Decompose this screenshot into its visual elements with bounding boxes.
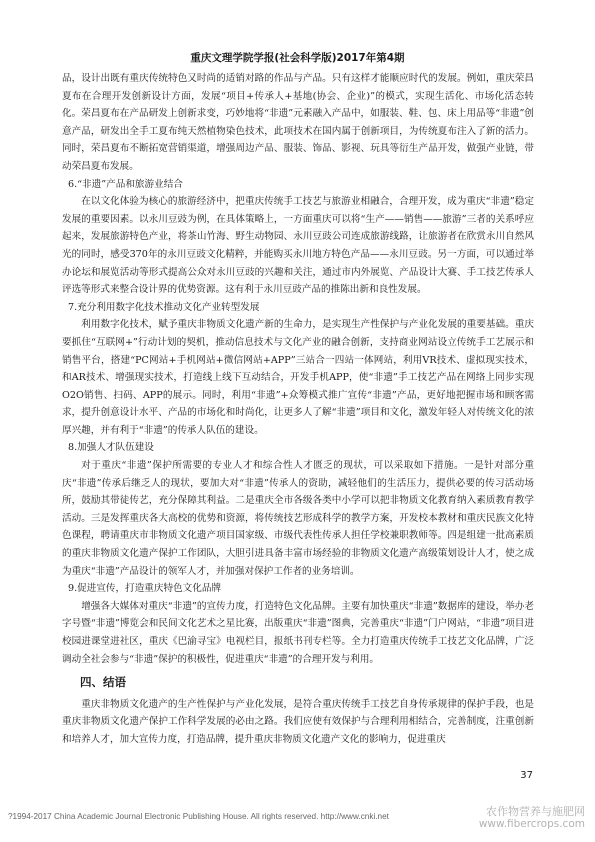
paragraph-7: 利用数字化技术，赋予重庆非物质文化遗产新的生命力，是实现生产性保护与产业化发展的重要基础。重庆要抓住“互联网+”行动计划的契机，推动信息技术与文化产业的融合创新，支持商业网站设立传统手工艺展示和销售平台，搭建“PC网站+手机网站+微信网站+APP”三站合一四站一体网站，利用VR技术、虚拟现实技术，和AR技术、增强现实技术，打造线上线下互动结合，开发手机APP，使“非遗”手工技艺产品在网络上同步实现O2O销售、扫码、APP的展示。同时，利用“非遗”+众筹模式推广宣传“非遗”产品，更好地把握市场和顾客需求，提升创意设计水平、产品的市场化和时尚化，让更多人了解“非遗”项目和文化，激发年轻人对传统文化的浓厚兴趣，并有利于“非遗”的传承人队伍的建设。 [62, 319, 534, 436]
subheading-7: 7.充分利用数字化技术推动文化产业转型发展 [68, 301, 260, 313]
paragraph-intro: 品，设计出既有重庆传统特色又时尚的适销对路的作品与产品。只有这样才能顺应时代的发展。例如，重庆荣昌夏布在合理开发创新设计方面，发展“项目+传承人+基地(协会、企业)”的模式，实现生活化、市场化活态转化。荣昌夏布在产品研发上创新求变，巧妙地将“非遗”元素融入产品中，如服装、鞋、包、床上用品等“非遗”创意产品，研发出全手工夏布纯天然植物染色技术，此项技术在国内属于创新项目，为传统夏布注入了新的活力。同时，荣昌夏布不断拓宽营销渠道，增强周边产品、服装、饰品、影视、玩具等衍生产品开发，做强产业链，带动荣昌夏布发展。 [62, 73, 534, 172]
paragraph-conclusion: 重庆非物质文化遗产的生产性保护与产业化发展，是符合重庆传统手工技艺自身传承规律的保护手段，也是重庆非物质文化遗产保护工作科学发展的必由之路。我们应使有效保护与合理利用相结合，完善制度，注重创新和培养人才，加大宣传力度，打造品牌，提升重庆非物质文化遗产文化的影响力，促进重庆 [62, 698, 534, 745]
subheading-6: 6.“非遗”产品和旅游业结合 [68, 178, 183, 190]
page-number: 37 [520, 770, 533, 781]
subheading-8: 8.加强人才队伍建设 [68, 442, 154, 454]
subheading-9: 9.促进宣传，打造重庆特色文化品牌 [68, 583, 222, 595]
paragraph-8: 对于重庆“非遗”保护所需要的专业人才和综合性人才匮乏的现状，可以采取如下措施。一是针对部分重庆“非遗”传承后继乏人的现状，要加大对“非遗”传承人的资助，减轻他们的生活压力，提供必要的传习活动场所，鼓励其带徒传艺，充分保障其利益。二是重庆全市各级各类中小学可以把非物质文化教育纳入素质教育教学活动。三是发挥重庆各大高校的优势和资源，将传统技艺形成科学的教学方案，开发校本教材和重庆民族文化特色课程，聘请重庆市非物质文化遗产项目国家级、市级代表性传承人担任学校兼职教师等。四是组建一批高素质的重庆非物质文化遗产保护工作团队，大胆引进具备丰富市场经验的非物质文化遗产高级策划设计人才，使之成为重庆“非遗”产品设计的领军人才，并加强对保护工作者的业务培训。 [62, 460, 534, 577]
journal-header: 重庆文理学院学报(社会科学版)2017年第4期 [190, 52, 405, 64]
watermark-title: 农作物营养与施肥网 [486, 805, 585, 818]
paragraph-9: 增强各大媒体对重庆“非遗”的宣传力度，打造特色文化品牌。主要有加快重庆“非遗”数据库的建设，举办老字号暨“非遗”博览会和民间文化艺术之星比赛，出版重庆“非遗”图典，完善重庆“非遗”门户网站，“非遗”项目进校园进课堂进社区，重庆《巴渝寻宝》电视栏目，报纸书刊专栏等。全力打造重庆传统手工技艺文化品牌，广泛调动全社会参与“非遗”保护的积极性，促进重庆“非遗”的合理开发与利用。 [62, 600, 534, 665]
site-watermark [479, 806, 585, 830]
watermark-url: www.fibercrops.com [478, 818, 585, 830]
article-body [62, 70, 534, 749]
section-title-conclusion: 四、结语 [80, 675, 126, 690]
copyright-footer: ?1994-2017 China Academic Journal Electronic Publishing House. All rights reserved. http://www.cnki.net [8, 812, 389, 821]
paragraph-6: 在以文化体验为核心的旅游经济中，把重庆传统手工技艺与旅游业相融合，合理开发，成为重庆“非遗”稳定发展的重要因素。以永川豆豉为例，在具体策略上，一方面重庆可以将“生产——销售——旅游”三者的关系呼应起来，发展旅游特色产业，将茶山竹海、野生动物园、永川豆豉公司连成旅游线路，让旅游者在欣赏永川自然风光的同时，感受370年的永川豆豉文化精粹，并能购买永川地方特色产品——永川豆豉。另一方面，可以通过举办论坛和展览活动等形式提高公众对永川豆豉的兴趣和关注，通过市内外展览、产品设计大赛、手工技艺传承人评选等形式来整合设计界的优势资源。这有利于永川豆豉产品的推陈出新和良性发展。 [62, 196, 534, 296]
